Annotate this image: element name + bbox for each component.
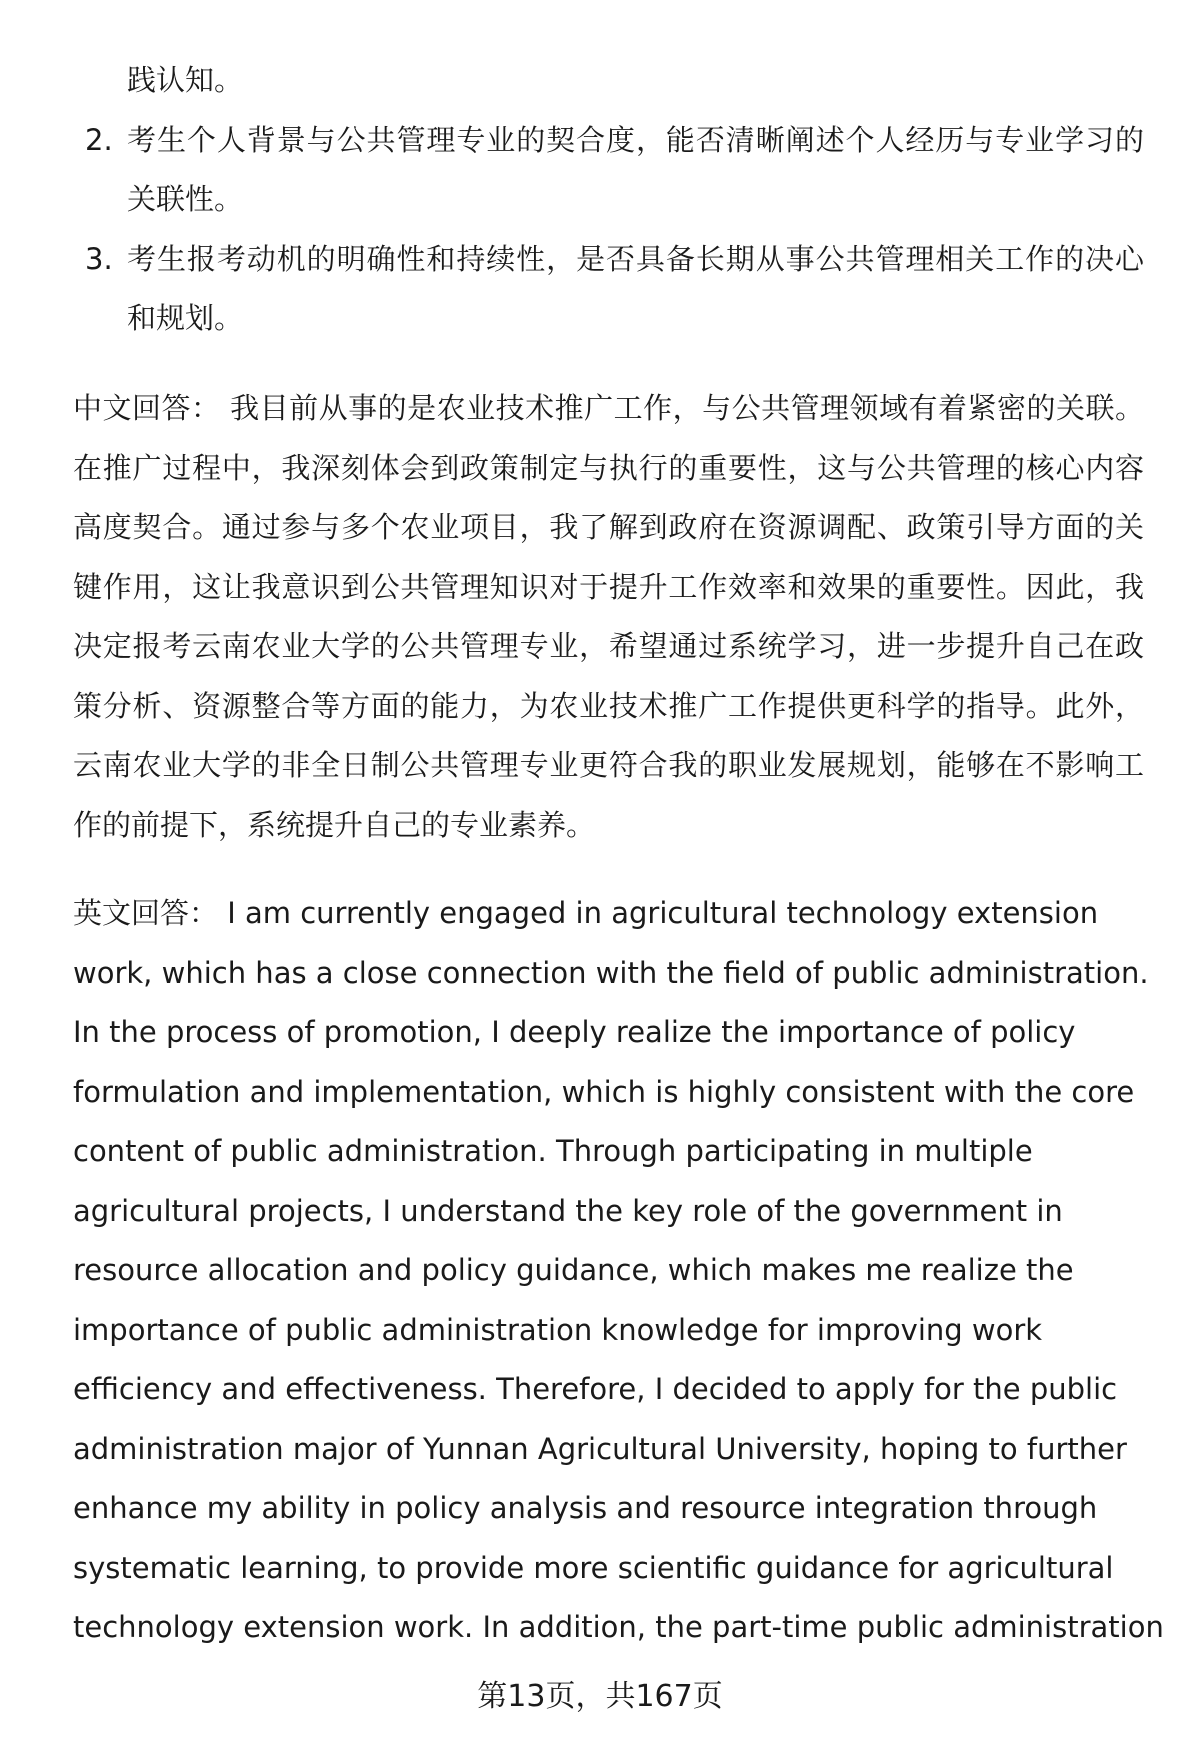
chinese-answer-line: 在推广过程中，我深刻体会到政策制定与执行的重要性，这与公共管理的核心内容 [73, 450, 1144, 485]
english-answer-line: systematic learning, to provide more scientific guidance for agricultural [73, 1550, 1114, 1585]
list-number: 2. [85, 122, 113, 157]
english-answer-line: In the process of promotion, I deeply realize the importance of policy [73, 1015, 1076, 1049]
chinese-answer-line: 高度契合。通过参与多个农业项目，我了解到政府在资源调配、政策引导方面的关 [73, 510, 1144, 544]
page-number: 第13页，共167页 [477, 1679, 723, 1714]
english-answer-line: work, which has a close connection with the field of public administration. [73, 955, 1149, 990]
chinese-answer-line: 中文回答： 我目前从事的是农业技术推广工作，与公共管理领域有着紧密的关联。 [73, 391, 1144, 425]
list-item-line: 考生报考动机的明确性和持续性，是否具备长期从事公共管理相关工作的决心 [127, 241, 1144, 276]
english-answer-line: enhance my ability in policy analysis and resource integration through [73, 1491, 1098, 1525]
english-answer-line: technology extension work. In addition, the part-time public administration [73, 1610, 1164, 1644]
english-answer-line: importance of public administration knowledge for improving work [73, 1312, 1043, 1347]
english-answer-line: formulation and implementation, which is highly consistent with the core [73, 1074, 1135, 1109]
chinese-answer-line: 决定报考云南农业大学的公共管理专业，希望通过系统学习，进一步提升自己在政 [73, 629, 1144, 663]
list-item-line: 考生个人背景与公共管理专业的契合度，能否清晰阐述个人经历与专业学习的 [127, 122, 1144, 157]
english-answer-line: resource allocation and policy guidance, which makes me realize the [73, 1253, 1074, 1287]
chinese-answer-line: 键作用，这让我意识到公共管理知识对于提升工作效率和效果的重要性。因此，我 [73, 569, 1144, 604]
english-answer-line: 英文回答： I am currently engaged in agricultural technology extension [73, 896, 1099, 930]
english-answer-line: agricultural projects, I understand the key role of the government in [73, 1193, 1063, 1228]
list-item-line: 和规划。 [127, 301, 244, 335]
chinese-answer-line: 策分析、资源整合等方面的能力，为农业技术推广工作提供更科学的指导。此外， [73, 688, 1144, 723]
list-item-line: 关联性。 [127, 182, 244, 216]
english-answer-line: content of public administration. Through participating in multiple [73, 1134, 1033, 1168]
list-continuation-line: 践认知。 [127, 63, 244, 97]
chinese-answer-line: 云南农业大学的非全日制公共管理专业更符合我的职业发展规划，能够在不影响工 [73, 748, 1144, 782]
english-answer-line: administration major of Yunnan Agricultural University, hoping to further [73, 1431, 1127, 1466]
english-answer-line: efficiency and effectiveness. Therefore, I decided to apply for the public [73, 1372, 1118, 1406]
list-number: 3. [85, 241, 113, 276]
chinese-answer-line: 作的前提下，系统提升自己的专业素养。 [73, 807, 596, 842]
